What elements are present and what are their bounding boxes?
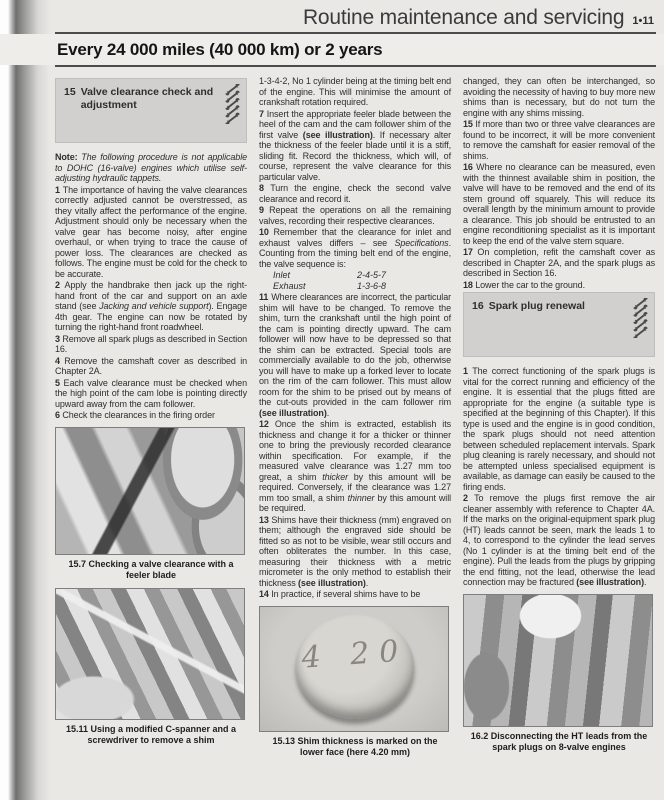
text-run: 16 [463, 162, 477, 172]
text-run: 5 [55, 377, 64, 388]
text-run: . If necessary alter the thickness of the feeler blade until it is a stiff, sliding fit. Record the thickness, which will, of course, represent the valve clearance for this particular valve. [259, 129, 451, 182]
text-run: In practice, if several shims have to be [271, 589, 421, 599]
text-run: 2 [463, 493, 475, 503]
text-run: 1 [463, 366, 473, 376]
text-run: . [326, 407, 330, 418]
text-run: 18 [463, 279, 476, 290]
valve-row-value: 1-3-6-8 [357, 280, 387, 291]
paragraph [259, 419, 451, 514]
text-run: Turn the engine, check the second valve clearance and record it. [259, 183, 451, 204]
text-run: Repeat the operations on all the remaining valves, recording their respective clearances. [259, 205, 451, 226]
page-number: 1•11 [632, 15, 654, 27]
text-run: 9 [259, 205, 270, 215]
section-title: Spark plug renewal [488, 300, 585, 312]
section-number: 15 [64, 86, 76, 98]
figure-caption: 16.2 Disconnecting the HT leads from the spark plugs on 8-valve engines [470, 730, 648, 752]
interval-band [0, 34, 664, 65]
text-run: 15 [463, 119, 476, 129]
text-run: Remove the camshaft cover as described in Chapter 2A. [55, 355, 247, 376]
section-heading [472, 300, 589, 313]
section-box-16 [463, 292, 655, 357]
paragraph [259, 227, 451, 269]
valve-row-label: Exhaust [273, 280, 306, 291]
figure-16.2 [463, 594, 655, 753]
section-title: Valve clearance check and adjustment [80, 86, 214, 111]
paragraph [463, 280, 655, 291]
paragraph [463, 162, 655, 246]
text-run: Lower the car to the ground. [475, 279, 585, 290]
text-run: Once the shim is extracted, establish its thickness and change it for a thicker or thinner one to bring the previously recorded clearance within specification. For example, if the measured valve clearance was 1.27 mm too great, a shim [259, 419, 451, 482]
text-run: 4 [55, 355, 65, 366]
text-run: (see illustration) [298, 577, 366, 588]
paragraph [259, 109, 451, 183]
text-run: Shims have their thickness (mm) engraved on them; although the engraved side should be fitted so as not to be visible, wear still occurs and often obliterates the number. In this case, measuring their thickness with a metric micrometer is the only method to establish their thickness [259, 514, 451, 588]
text-run: thinner [347, 492, 375, 503]
column-middle [259, 76, 451, 765]
text-run: Remove all spark plugs as described in Section 16. [55, 333, 248, 354]
text-run: 17 [463, 247, 478, 257]
paragraph [55, 410, 247, 421]
section-number: 16 [472, 300, 484, 312]
text-run: (see illustration) [259, 407, 327, 418]
text-run: Insert the appropriate feeler blade between the heel of the cam and the cam follower shim of the first valve [259, 108, 451, 140]
text-run: 2 [55, 280, 65, 290]
page-header-title: Routine maintenance and servicing [302, 6, 625, 29]
text-run: On completion, refit the camshaft cover as described in Chapter 2A, and the spark plugs as described in Section 16. [463, 247, 656, 278]
spanners-icon [223, 84, 242, 129]
section-box-15 [55, 78, 247, 143]
paragraph [55, 334, 247, 355]
text-run: 7 [259, 108, 267, 119]
ht-leads-photo [463, 594, 653, 727]
paragraph [259, 76, 451, 108]
text-run: To remove the plugs first remove the air cleaner assembly with reference to Chapter 4A. If the marks on the original-equipment spark plug (HT) leads cannot be seen, mark the leads 1 to 4, to correspond to the cylinder the lead serves (No 1 cylinder is at the timing belt end of the engine). Pull the leads from the plugs by gripping the end fitting, not the lead, otherwise the lead connection may be fractured [463, 493, 655, 587]
valve-clearance-photo [55, 427, 245, 555]
figure-15.11 [55, 588, 247, 746]
paragraph [259, 292, 451, 418]
paragraph [463, 366, 655, 492]
text-run: changed, they can often be interchanged, so avoiding the necessity of having to buy more new shims than is necessary, but do not turn the engine with any shims missing. [463, 76, 655, 118]
paragraph [55, 378, 247, 410]
text-run: If more than two or three valve clearances are found to be incorrect, it will be more convenient to remove the camshaft for easier removal of the shims. [463, 119, 655, 161]
figure-15.13 [259, 606, 451, 758]
column-right [463, 76, 655, 760]
text-run: . [643, 577, 647, 587]
text-run: 12 [259, 419, 275, 429]
text-run: ). Engage 4th gear. The engine can now be rotated by turning the right-hand front roadwheel. [55, 301, 247, 332]
shim-thickness-marking: 4 20 [300, 632, 410, 676]
section-heading [64, 86, 223, 111]
text-run: thicker [322, 471, 348, 482]
valve-sequence-row [259, 270, 451, 281]
paragraph [55, 280, 247, 333]
valve-row-label: Inlet [273, 270, 291, 280]
column-left [55, 76, 247, 753]
valve-sequence-row [259, 281, 451, 292]
text-run: Apply the handbrake then jack up the right-hand front of the car and support on an axle stand (see [55, 280, 247, 311]
text-run: (see illustration) [576, 577, 644, 587]
text-run: The correct functioning of the spark plugs is vital for the correct running and efficiency of the engine. It is essential that the plugs fitted are appropriate for the engine (a suitable type is specified at the beginning of this Chapter). If this type is used and the engine is in good condition, the spark plugs should not need attention between scheduled replacement intervals. Spark plug cleaning is rarely necessary, and should not be attempted unless specialised equipment is available, as damage can easily be caused to the firing ends. [463, 366, 655, 492]
paragraph [259, 589, 451, 600]
figure-15.7 [55, 427, 247, 581]
text-run: 1-3-4-2, No 1 cylinder being at the timing belt end of the engine. This will minimise the amount of crankshaft rotation required. [259, 76, 452, 107]
paragraph [463, 247, 655, 279]
text-run: Note: [55, 152, 82, 162]
paragraph [259, 183, 451, 204]
text-run: 6 [55, 410, 63, 420]
text-run: 3 [55, 333, 63, 344]
interval-band-title: Every 24 000 miles (40 000 km) or 2 years [57, 40, 383, 59]
text-run: Where clearances are incorrect, the particular shim will have to be changed. To remove the shim, turn the crankshaft until the high point of the cam is pointing directly upward. The cam follower will now have to be depressed so that the shim can be extracted. Special tools are commercially available to do the job, otherwise you will have to make up a forked lever to locate on the rim of the cam follower. This must allow room for the shim to be prised out by means of the cut-outs provided in the cam follower rim [259, 292, 451, 407]
text-run: . Counting from the timing belt end of the engine, the valve sequence is: [259, 237, 451, 269]
paragraph [259, 515, 451, 589]
text-run: 13 [259, 514, 272, 525]
text-run: 10 [259, 227, 274, 237]
paragraph [55, 356, 247, 377]
figure-caption: 15.13 Shim thickness is marked on the lower face (here 4.20 mm) [272, 735, 438, 757]
shim-disc-photo [259, 606, 449, 732]
paragraph [463, 493, 655, 588]
text-run: 8 [259, 183, 271, 193]
text-columns [0, 67, 664, 769]
text-run: Where no clearance can be measured, even with the thinnest available shim in position, the valve will have to be removed and the end of its stem ground off squarely. This will reduce its overall length by the minimum amount to provide a clearance. This job should be entrusted to an engine reconditioning specialist as it is important to keep the end of the valve stem square. [463, 162, 655, 246]
text-run: Jacking and vehicle support [99, 301, 209, 311]
text-run: Remember that the clearance for inlet and exhaust valves differs – see [259, 227, 451, 248]
text-run: by this amount will be required. [259, 492, 452, 513]
text-run: Check the clearances in the firing order [62, 410, 215, 420]
text-run: 11 [259, 292, 272, 302]
page-header [0, 0, 664, 32]
paragraph [55, 185, 247, 280]
text-run: Specifications [394, 237, 449, 248]
shim-disc [296, 615, 414, 719]
paragraph [259, 205, 451, 226]
text-run: 14 [259, 589, 272, 599]
figure-caption: 15.11 Using a modified C-spanner and a screwdriver to remove a shim [65, 723, 237, 745]
text-run: (see illustration) [302, 129, 373, 140]
text-run: The following procedure is not applicable to DOHC (16-valve) engines which utilise self-adjusting hydraulic tappets. [55, 152, 247, 183]
valve-sequence-table [259, 270, 451, 291]
text-run: The importance of having the valve clearances correctly adjusted cannot be overstressed, as they vitally affect the performance of the engine. Adjustment should only be necessary when the valve gear has become noisy, after engine overhaul, or when trying to trace the cause of power loss. The clearances are checked as follows. The engine must be cold for the check to be accurate. [55, 184, 247, 279]
valve-row-value: 2-4-5-7 [357, 270, 387, 280]
paragraph [463, 119, 655, 161]
text-run: 1 [55, 184, 63, 195]
paragraph [463, 76, 655, 118]
figure-caption: 15.7 Checking a valve clearance with a feeler blade [68, 558, 234, 580]
spanners-icon [631, 298, 650, 343]
text-run: . [365, 577, 369, 588]
text-run: Each valve clearance must be checked when the high point of the cam lobe is pointing directly upward away from the cam follower. [55, 377, 247, 409]
camshaft-shim-removal-photo [55, 588, 245, 720]
paragraph [55, 152, 247, 184]
text-run: by this amount will be required. Conversely, if the clearance was 1.27 mm too small, a shim [259, 471, 451, 503]
